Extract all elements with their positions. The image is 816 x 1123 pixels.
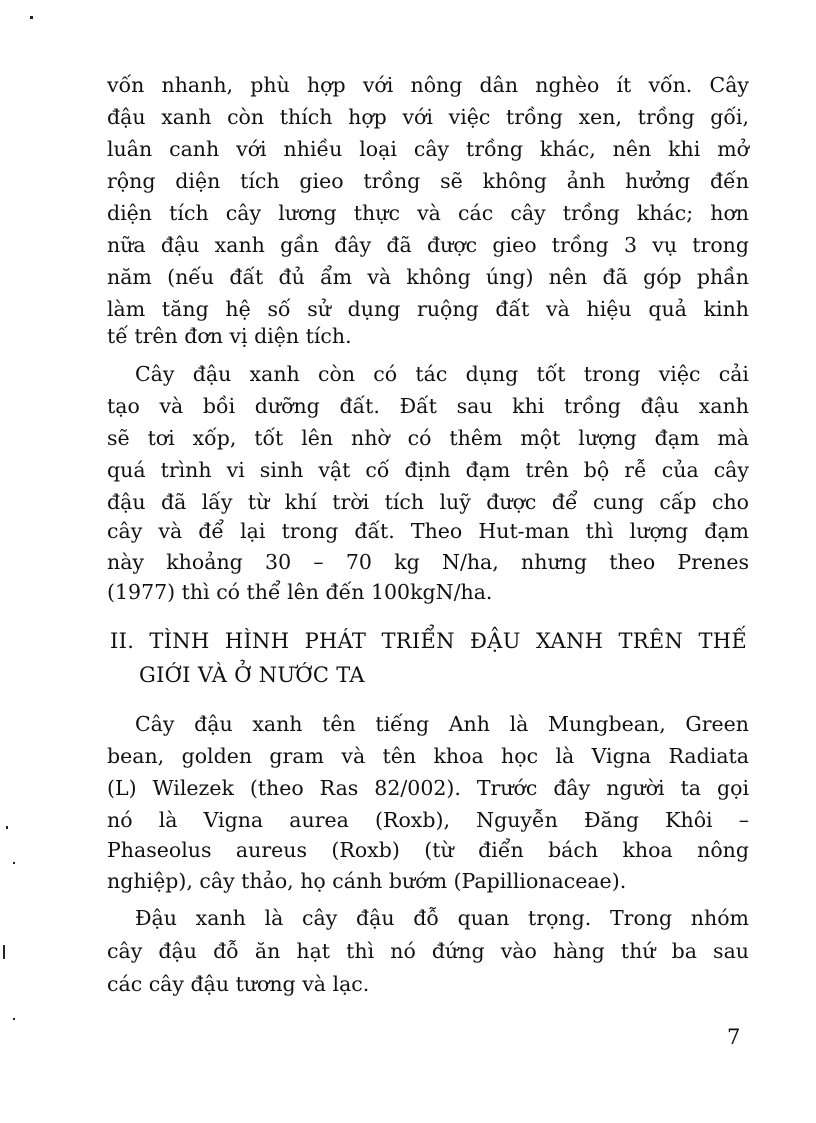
heading-line: II. TÌNH HÌNH PHÁT TRIỂN ĐẬU XANH TRÊN THẾ [110,629,747,653]
text-line: Cây đậu xanh còn có tác dụng tốt trong việc cải [135,362,749,386]
text-line: bean, golden gram và tên khoa học là Vigna Radiata [107,744,749,768]
text-line: cây và để lại trong đất. Theo Hut-man thì lượng đạm [107,519,749,543]
text-line: các cây đậu tương và lạc. [107,972,370,996]
scan-speck [6,826,8,829]
text-line: tạo và bồi dưỡng đất. Đất sau khi trồng đậu xanh [107,394,749,418]
text-line: nghiệp), cây thảo, họ cánh bướm (Papillionaceae). [107,869,627,893]
text-line: cây đậu đỗ ăn hạt thì nó đứng vào hàng thứ ba sau [107,939,749,963]
text-line: đậu xanh còn thích hợp với việc trồng xen, trồng gối, [107,105,749,129]
text-line: luân canh với nhiều loại cây trồng khác, nên khi mở [107,137,749,161]
text-line: vốn nhanh, phù hợp với nông dân nghèo ít vốn. Cây [107,73,749,97]
text-line: nó là Vigna aurea (Roxb), Nguyễn Đăng Khôi – [107,808,749,832]
text-line: sẽ tơi xốp, tốt lên nhờ có thêm một lượng đạm mà [107,426,749,450]
text-line: này khoảng 30 – 70 kg N/ha, nhưng theo Prenes [107,550,749,574]
text-line: Phaseolus aureus (Roxb) (từ điển bách khoa nông [107,838,749,862]
scan-speck [13,1018,15,1020]
text-line: diện tích cây lương thực và các cây trồng khác; hơn [107,201,749,225]
text-line: đậu đã lấy từ khí trời tích luỹ được để cung cấp cho [107,490,749,514]
text-line: rộng diện tích gieo trồng sẽ không ảnh hưởng đến [107,169,749,193]
text-line: năm (nếu đất đủ ẩm và không úng) nên đã góp phần [107,265,749,289]
scan-speck [3,945,5,959]
text-line: (L) Wilezek (theo Ras 82/002). Trước đây người ta gọi [107,776,749,800]
text-line: làm tăng hệ số sử dụng ruộng đất và hiệu quả kinh [107,297,749,321]
text-line: quá trình vi sinh vật cố định đạm trên bộ rễ của cây [107,458,749,482]
text-line: tế trên đơn vị diện tích. [107,324,352,348]
text-line: (1977) thì có thể lên đến 100kgN/ha. [107,580,493,604]
scan-speck [13,862,15,864]
text-line: nữa đậu xanh gần đây đã được gieo trồng 3 vụ trong [107,233,749,257]
scan-speck [30,16,33,19]
text-line: Cây đậu xanh tên tiếng Anh là Mungbean, Green [135,712,749,736]
heading-line: GIỚI VÀ Ở NƯỚC TA [139,663,365,687]
page-number: 7 [727,1025,741,1049]
text-line: Đậu xanh là cây đậu đỗ quan trọng. Trong nhóm [135,906,749,930]
